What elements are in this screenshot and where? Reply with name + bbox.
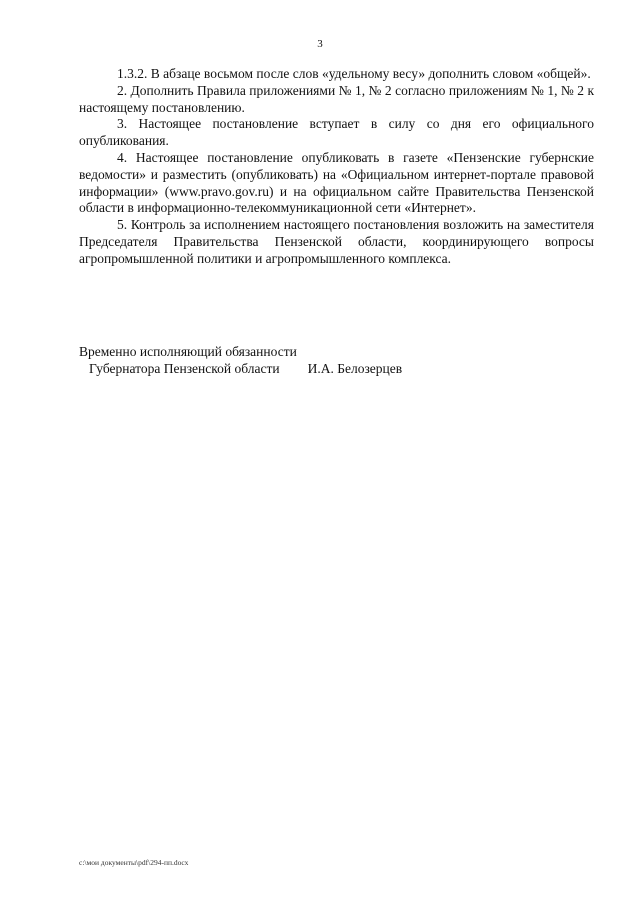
paragraph-4: 4. Настоящее постановление опубликовать в газете «Пензенские губернские ведомости» и разместить (опубликовать) на «Официальном интернет-портале правовой информации» (www.pravo.gov.ru) и на официальном сайте Правительства Пензенской области в информационно-телекоммуникационной сети «Интернет».: [79, 149, 594, 216]
paragraph-1-3-2: 1.3.2. В абзаце восьмом после слов «удельному весу» дополнить словом «общей».: [117, 66, 591, 81]
page-number: 3: [317, 38, 323, 50]
signatory-position-line1: Временно исполняющий обязанности: [79, 344, 297, 359]
signatory-position-line2-row: [79, 360, 599, 377]
paragraph-2: 2. Дополнить Правила приложениями № 1, № 2 согласно приложениям № 1, № 2 к настоящему постановлению.: [79, 82, 594, 115]
footer-file-path: c:\мои документы\pdf\294-пп.docx: [79, 858, 189, 867]
document-body: [79, 66, 594, 268]
paragraph-3: 3. Настоящее постановление вступает в силу со дня его официального опубликования.: [79, 116, 594, 149]
paragraph-5: 5. Контроль за исполнением настоящего постановления возложить на заместителя Председателя Правительства Пензенской области, координирующего вопросы агропромышленной политики и агропромышленного комплекса.: [79, 217, 594, 266]
signatory-position-line2: Губернатора Пензенской области: [89, 361, 280, 376]
signatory-name: И.А. Белозерцев: [307, 361, 403, 376]
signature-block: [79, 343, 599, 377]
